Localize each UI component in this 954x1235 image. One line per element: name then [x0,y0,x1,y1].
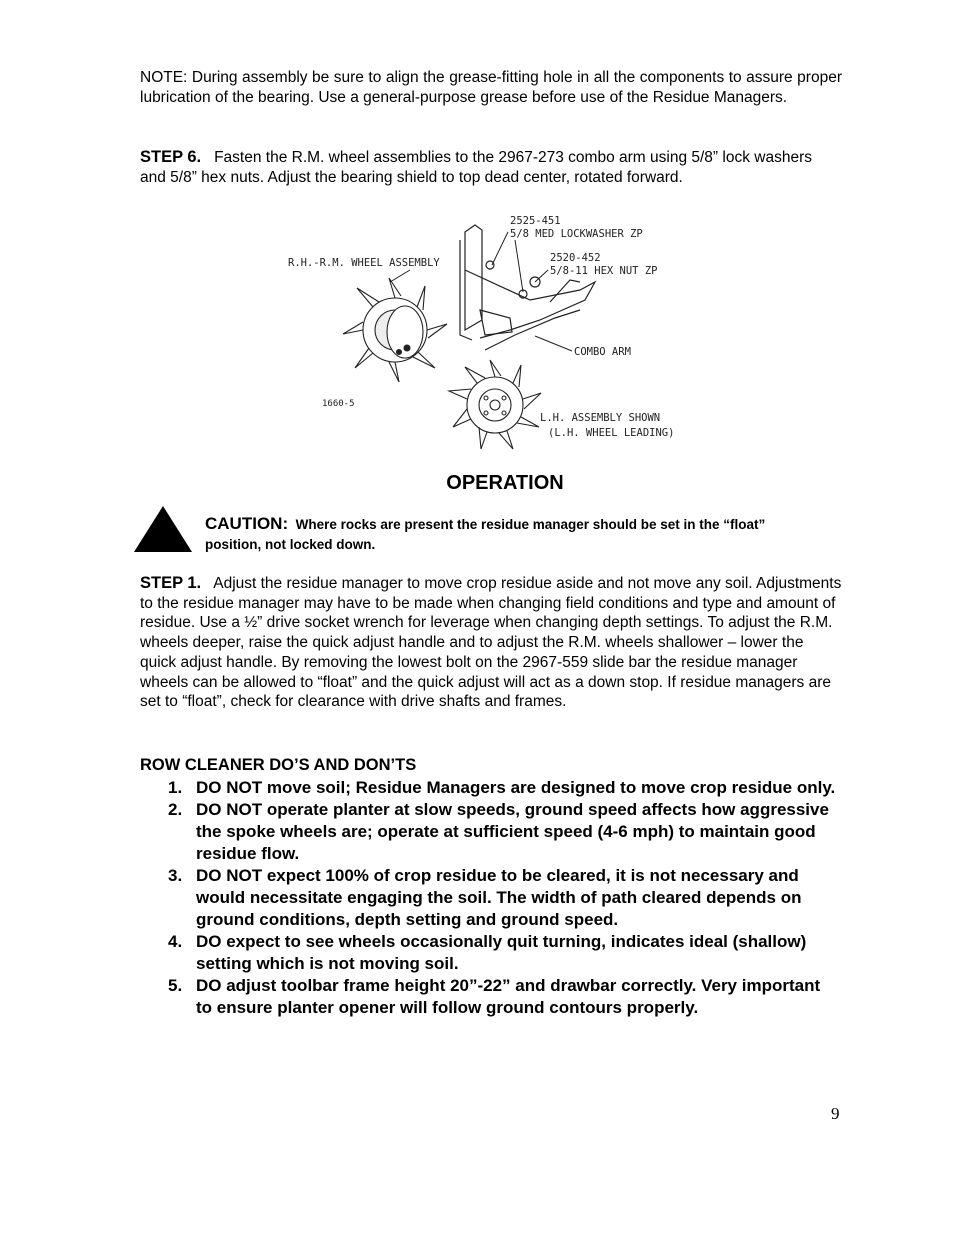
label-part2-num: 2520-452 [550,252,601,264]
list-item-number: 4. [168,932,183,951]
list-item-number: 5. [168,976,183,995]
label-part1-num: 2525-451 [510,215,561,227]
label-lh-shown: L.H. ASSEMBLY SHOWN [540,412,661,424]
caution-note [205,514,825,555]
step-1-text: Adjust the residue manager to move crop residue aside and not move any soil. Adjustments to the residue manager may have to be made when changing field conditions and type and amount of residue. Use a ½” drive socket wrench for leverage when changing depth settings. To adjust the R.M. wheels deeper, raise the quick adjust handle and to adjust the R.M. wheels shallower – lower the quick adjust handle. By removing the lowest bolt on the 2967-559 slide bar the residue manager wheels can be allowed to “float” and the quick adjust will act as a down stop. If residue managers are set to “float”, check for clearance with drive shafts and frames. [140,575,842,711]
list-item-text: DO NOT move soil; Residue Managers are designed to move crop residue only. [196,778,836,797]
list-item-number: 1. [168,778,183,797]
rh-wheel-drawing [343,278,447,382]
dos-donts-list [140,777,840,1019]
page-number: 9 [831,1104,840,1123]
label-part2-desc: 5/8-11 HEX NUT ZP [550,265,658,277]
warning-triangle-icon [134,506,192,552]
label-combo-arm: COMBO ARM [574,346,631,358]
list-item [140,975,840,1019]
wheel-assembly-diagram [280,210,700,450]
list-item [140,799,840,865]
list-item [140,931,840,975]
list-item-text: DO NOT operate planter at slow speeds, ground speed affects how aggressive the spoke wheels are; operate at sufficient speed (4-6 mph) to maintain good residue flow. [196,800,829,863]
list-item-text: DO adjust toolbar frame height 20”-22” and drawbar correctly. Very important to ensure planter opener will follow ground contours properly. [196,976,821,1017]
bracket-drawing [460,225,595,350]
list-item [140,777,840,799]
label-part1-desc: 5/8 MED LOCKWASHER ZP [510,228,643,240]
step-6-paragraph [140,148,842,187]
step-1-label: STEP 1. [140,574,202,592]
step-6-label: STEP 6. [140,148,202,166]
caution-text: Where rocks are present the residue manager should be set in the “float” position, not locked down. [205,517,766,552]
assembly-note: NOTE: During assembly be sure to align the grease-fitting hole in all the components to assure proper lubrication of the bearing. Use a general-purpose grease before use of the Residue Managers. [140,69,842,106]
list-item [140,865,840,931]
list-item-text: DO NOT expect 100% of crop residue to be cleared, it is not necessary and would necessitate engaging the soil. The width of path cleared depends on ground conditions, depth setting and ground speed. [196,866,802,929]
list-item-number: 2. [168,800,183,819]
label-figure-id: 1660-5 [322,399,355,409]
step-6-text: Fasten the R.M. wheel assemblies to the 2967-273 combo arm using 5/8” lock washers and 5/8” hex nuts. Adjust the bearing shield to top dead center, rotated forward. [140,149,812,186]
list-item-text: DO expect to see wheels occasionally quit turning, indicates ideal (shallow) setting which is not moving soil. [196,932,807,973]
label-rh-wheel: R.H.-R.M. WHEEL ASSEMBLY [288,257,440,269]
list-item-number: 3. [168,866,183,885]
operation-heading: OPERATION [446,472,564,494]
diagram-svg [280,210,700,450]
lh-wheel-drawing [449,360,541,449]
caution-label: CAUTION: [205,514,289,533]
dos-donts-heading: ROW CLEANER DO’S AND DON’TS [140,756,417,774]
step-1-paragraph [140,574,842,712]
label-lh-leading: (L.H. WHEEL LEADING) [548,427,675,439]
